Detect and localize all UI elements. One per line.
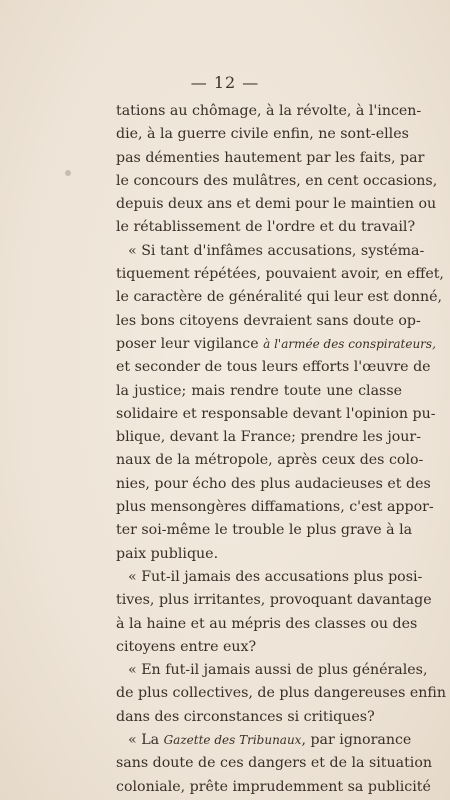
- text-line: « Fut-il jamais des accusations plus posi-: [128, 568, 423, 585]
- text-line: le concours des mulâtres, en cent occasions,: [116, 172, 438, 189]
- text-line: coloniale, prête imprudemment sa publicité: [116, 778, 431, 795]
- text-line: tiquement répétées, pouvaient avoir, en effet,: [116, 266, 444, 283]
- italic-phrase: à l'armée des conspirateurs,: [263, 336, 436, 351]
- text-line: ter soi-même le trouble le plus grave à la: [116, 522, 413, 539]
- text-line: le rétablissement de l'ordre et du travail?: [116, 219, 416, 236]
- text-line: dans des circonstances si critiques?: [116, 708, 375, 725]
- text-line: naux de la métropole, après ceux des colo-: [116, 452, 424, 469]
- body-text: [116, 100, 446, 799]
- text-line: solidaire et responsable devant l'opinion pu-: [116, 405, 436, 422]
- text-line: la justice; mais rendre toute une classe: [116, 382, 402, 399]
- text-segment: poser leur vigilance: [116, 335, 259, 352]
- italic-phrase: Gazette des Tribunaux: [163, 733, 302, 748]
- text-line: blique, devant la France; prendre les jour-: [116, 429, 421, 446]
- text-line: citoyens entre eux?: [116, 638, 257, 655]
- text-line: les bons citoyens devraient sans doute op-: [116, 312, 421, 329]
- text-line: nies, pour écho des plus audacieuses et des: [116, 475, 431, 492]
- text-line: tations au chômage, à la révolte, à l'incen-: [116, 103, 422, 119]
- page-number: — 12 —: [190, 73, 260, 92]
- text-line: « En fut-il jamais aussi de plus générales,: [128, 662, 428, 679]
- text-line: pas démenties hautement par les faits, par: [116, 149, 425, 166]
- text-line-mixed: [116, 729, 412, 752]
- text-line: die, à la guerre civile enfin, ne sont-elles: [116, 126, 409, 143]
- text-segment: , par ignorance: [301, 732, 412, 749]
- text-line: le caractère de généralité qui leur est donné,: [116, 289, 443, 306]
- text-line: de plus collectives, de plus dangereuses enfin: [116, 685, 446, 702]
- text-line: tives, plus irritantes, provoquant davantage: [116, 592, 432, 609]
- text-line: depuis deux ans et demi pour le maintien ou: [116, 196, 437, 213]
- text-line: paix publique.: [116, 545, 219, 562]
- text-line: « Si tant d'infâmes accusations, systéma-: [128, 242, 425, 259]
- ink-spot: [65, 170, 71, 176]
- text-line: à la haine et au mépris des classes ou des: [116, 615, 418, 632]
- text-line: sans doute de ces dangers et de la situation: [116, 755, 433, 772]
- text-line-mixed: [116, 333, 436, 356]
- text-line: plus mensongères diffamations, c'est appor-: [116, 499, 434, 516]
- text-segment: « La: [128, 732, 160, 749]
- text-line: et seconder de tous leurs efforts l'œuvre de: [116, 359, 431, 376]
